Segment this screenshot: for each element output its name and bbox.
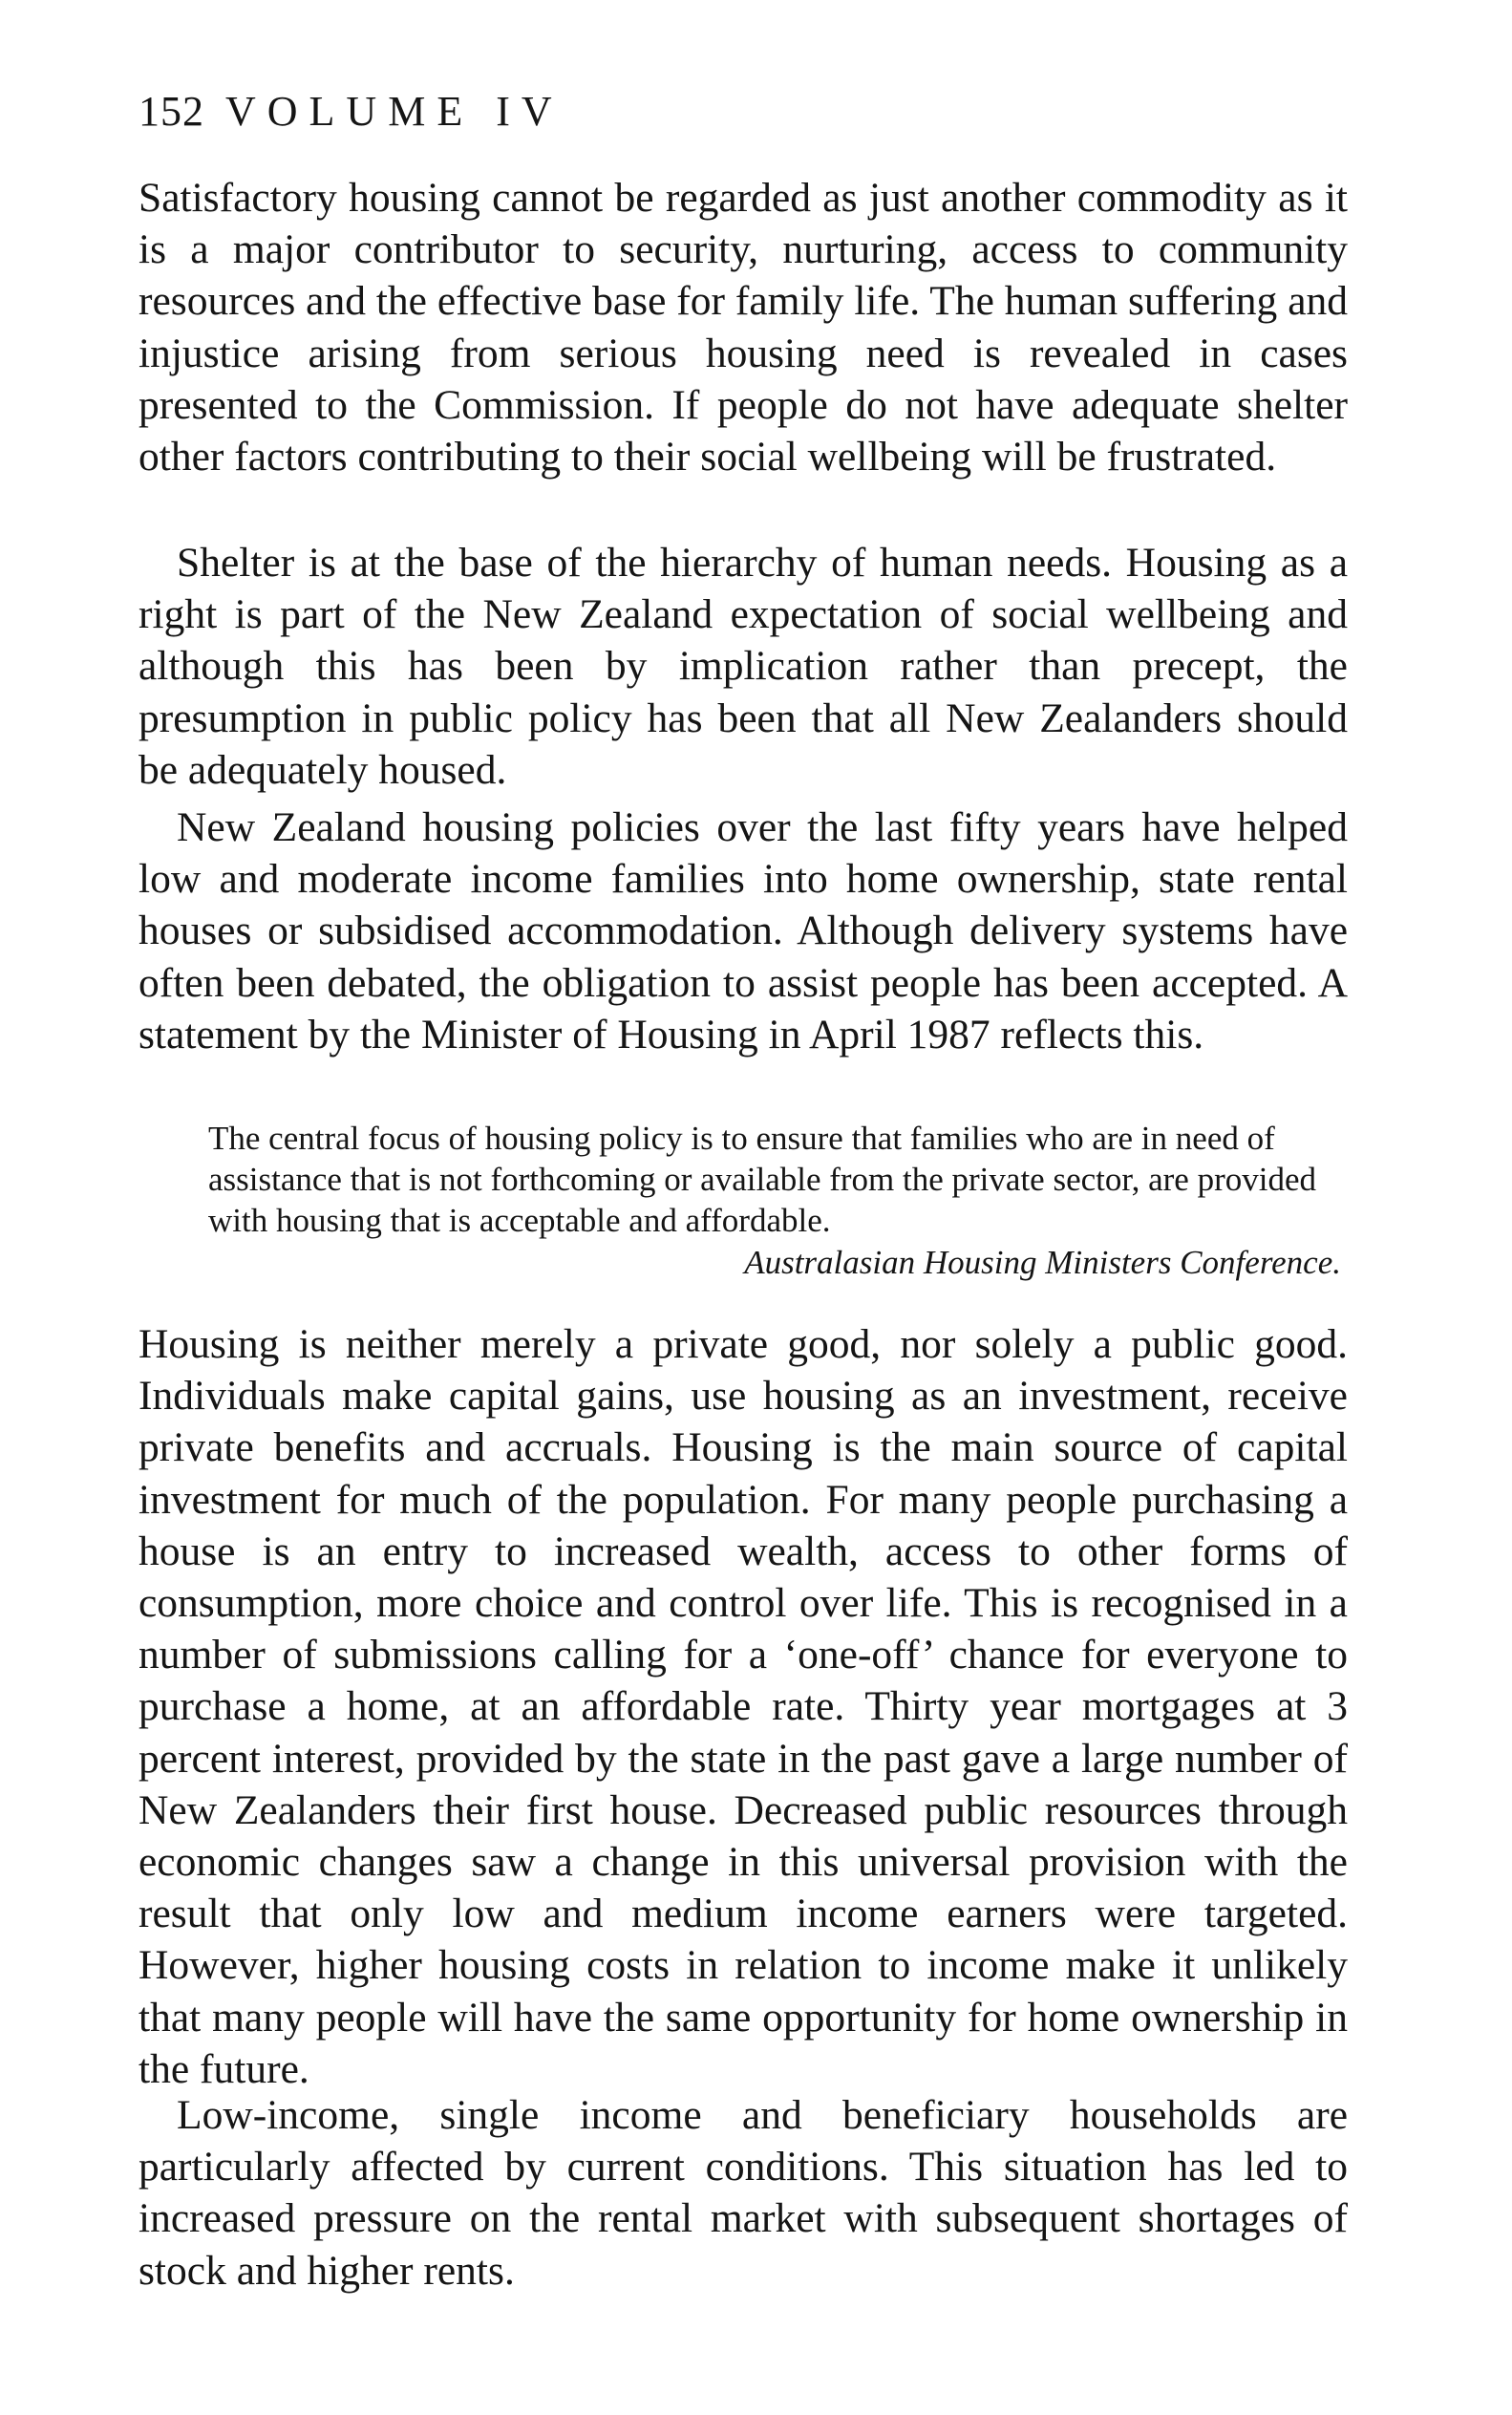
quote-text: The central focus of housing policy is to ensure that families who are in need of assistance that is not forthcoming or available from the private sector, are provided with housing that is acceptable and affordable.: [208, 1120, 1317, 1239]
paragraph-shelter-needs: Shelter is at the base of the hierarchy of human needs. Housing as a right is part of the New Zealand expectation of social wellbeing and although this has been by implication rather than precept, the presumption in public policy has been that all New Zealanders should be adequately housed.: [138, 540, 1348, 793]
paragraph-low-income-households: Low-income, single income and beneficiary households are particularly affected by current conditions. This situation has led to increased pressure on the rental market with subsequent shortages of stock and higher rents.: [138, 2092, 1348, 2294]
block-quote: [208, 1118, 1341, 1283]
quote-source: Australasian Housing Ministers Conference.: [744, 1244, 1341, 1281]
paragraph-satisfactory-housing: Satisfactory housing cannot be regarded as just another commodity as it is a major contributor to security, nurturing, access to community resources and the effective base for family life. The human suffering and injustice arising from serious housing need is revealed in cases presented to the Commission. If people do not have adequate shelter other factors contributing to their social wellbeing will be frustrated.: [138, 175, 1348, 481]
running-title: VOLUME IV: [225, 88, 564, 135]
page-number: 152: [138, 88, 204, 135]
paragraph-housing-policies: New Zealand housing policies over the last fifty years have helped low and moderate income families into home ownership, state rental houses or subsidised accommodation. Although delivery systems have often been debated, the obligation to assist people has been accepted. A statement by the Minister of Housing in April 1987 reflects this.: [138, 804, 1348, 1058]
page-header: [138, 88, 564, 136]
paragraph-private-public-good: Housing is neither merely a private good, nor solely a public good. Individuals make capital gains, use housing as an investment, receive private benefits and accruals. Housing is the main source of capital investment for much of the population. For many people purchasing a house is an entry to increased wealth, access to other forms of consumption, more choice and control over life. This is recognised in a number of submissions calling for a ‘one-off’ chance for everyone to purchase a home, at an affordable rate. Thirty year mortgages at 3 percent interest, provided by the state in the past gave a large number of New Zealanders their first house. Decreased public resources through economic changes saw a change in this universal provision with the result that only low and medium income earners were targeted. However, higher housing costs in relation to income make it unlikely that many people will have the same opportunity for home ownership in the future.: [138, 1321, 1348, 2092]
